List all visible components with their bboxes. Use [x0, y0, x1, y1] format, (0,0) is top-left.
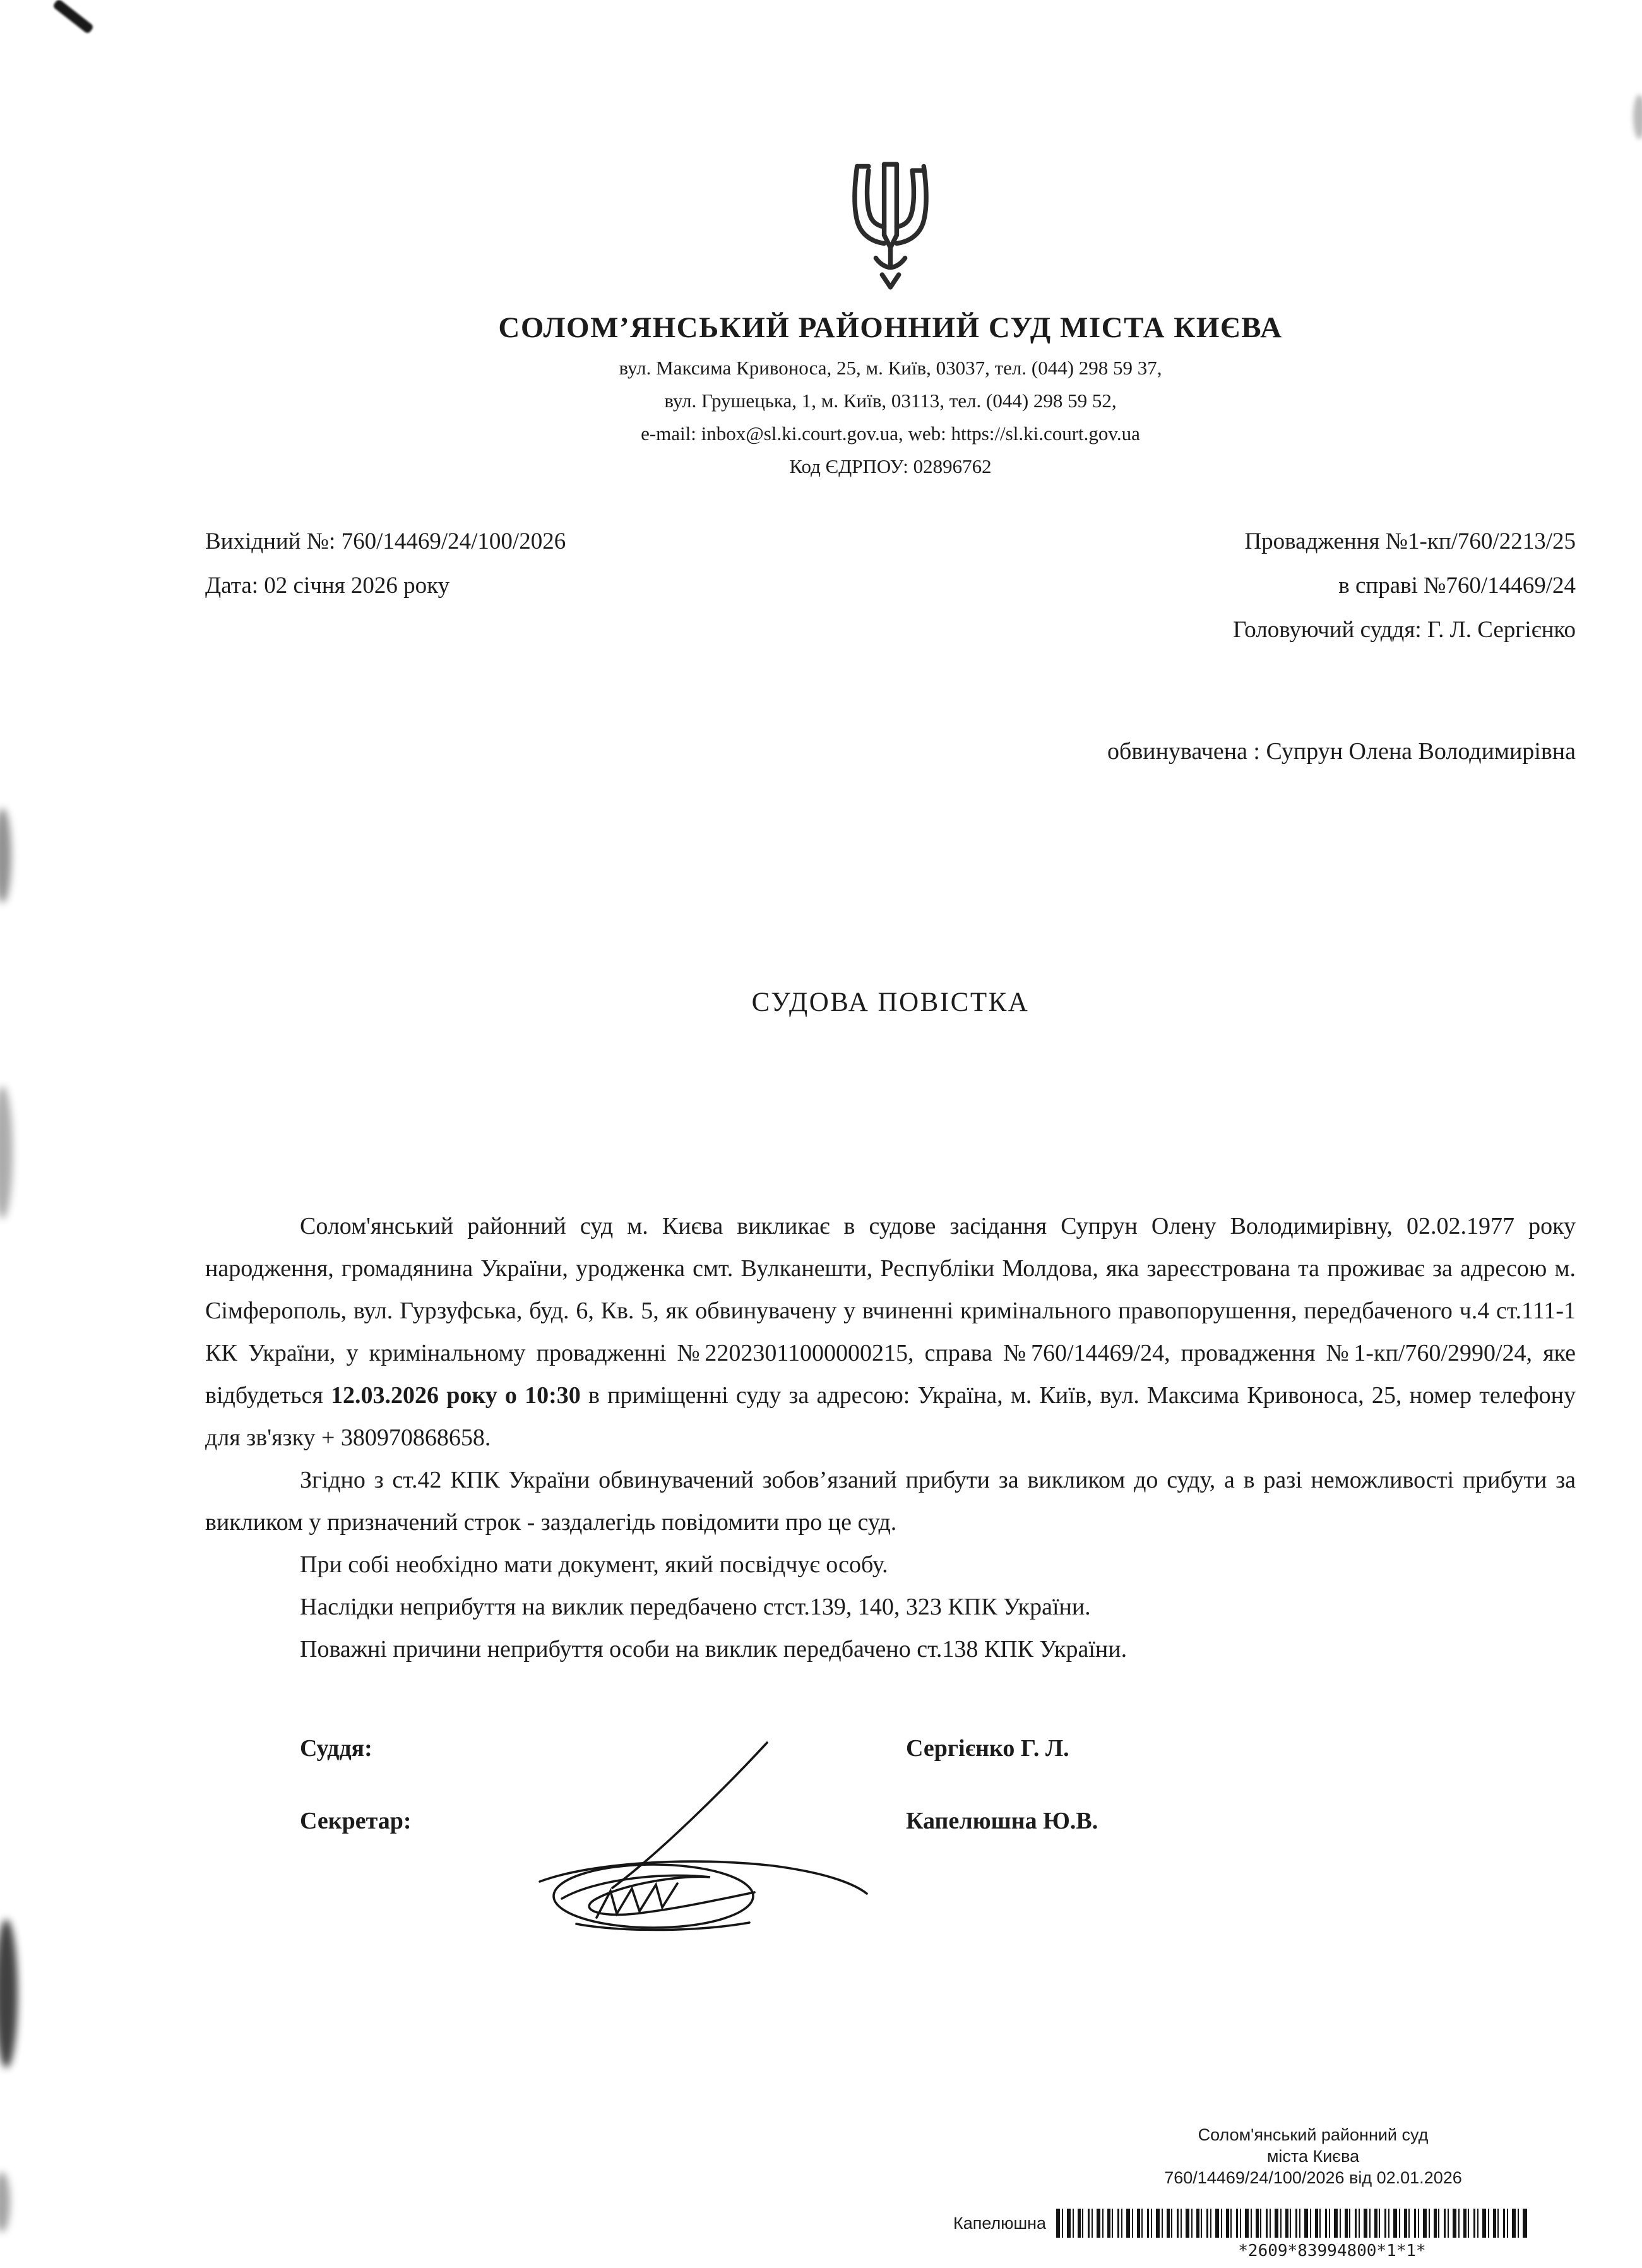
- document-content: [205, 0, 1576, 1873]
- address-line-3: e-mail: inbox@sl.ki.court.gov.ua, web: https://sl.ki.court.gov.ua: [641, 422, 1140, 445]
- judge-label: Суддя:: [300, 1735, 372, 1762]
- scan-artifact-smudge: [0, 1086, 13, 1219]
- proceeding-number: Провадження №1-кп/760/2213/25: [1244, 528, 1576, 554]
- barcode-text: *2609*83994800*1*1*: [1238, 2241, 1426, 2260]
- body-text: [205, 1205, 1576, 1671]
- paragraph-valid-reasons: Поважні причини неприбуття особи на виклик передбачено ст.138 КПК України.: [300, 1636, 1127, 1662]
- document-title: СУДОВА ПОВІСТКА: [751, 988, 1030, 1017]
- address-line-1: вул. Максима Кривоноса, 25, м. Київ, 03037, тел. (044) 298 59 37,: [619, 357, 1162, 379]
- secretary-label: Секретар:: [300, 1808, 412, 1834]
- presiding-judge: Головуючий суддя: Г. Л. Сергієнко: [1233, 617, 1576, 643]
- paragraph-obligation: Згідно з ст.42 КПК України обвинувачений зобов’язаний прибути за викликом до суду, а в разі неможливості прибути за викликом у призначений строк - заздалегідь повідомити про це суд.: [205, 1467, 1576, 1536]
- meta-right-block: [1233, 520, 1576, 652]
- accused-line: обвинувачена : Супрун Олена Володимирівна: [1107, 738, 1576, 765]
- scan-artifact-smudge: [0, 2172, 10, 2232]
- scan-artifact-corner: [52, 0, 95, 34]
- secretary-name: Капелюшна Ю.В.: [906, 1808, 1098, 1834]
- summons-text-post: в приміщенні суду за адресою: Україна, м. Київ, вул. Максима Кривоноса, 25, номер телефону для зв'язку + 380970868658.: [205, 1382, 1576, 1451]
- address-line-2: вул. Грушецька, 1, м. Київ, 03113, тел. (044) 298 59 52,: [664, 390, 1117, 412]
- scan-artifact-smudge: [0, 808, 11, 903]
- document-date: Дата: 02 січня 2026 року: [205, 573, 450, 599]
- footer-court-line2: міста Києва: [1266, 2147, 1360, 2166]
- outgoing-number: Вихідний №: 760/14469/24/100/2026: [205, 528, 566, 554]
- handwritten-signature-icon: [502, 1733, 874, 1948]
- footer-court-block: [1155, 2124, 1471, 2188]
- court-address-block: [205, 352, 1576, 483]
- footer-doc-number: 760/14469/24/100/2026 від 02.01.2026: [1164, 2168, 1462, 2187]
- hearing-datetime: 12.03.2026 року о 10:30: [331, 1382, 581, 1409]
- footer-secretary-name: Капелюшна: [953, 2213, 1047, 2233]
- barcode-icon: [1056, 2209, 1527, 2238]
- judge-name: Сергієнко Г. Л.: [906, 1735, 1069, 1762]
- meta-row: [205, 520, 1576, 652]
- footer-barcode-row: [953, 2209, 1527, 2238]
- footer-court-line1: Солом'янський районний суд: [1198, 2125, 1429, 2144]
- scan-artifact-right-edge: [1633, 95, 1642, 139]
- paragraph-summons: [205, 1205, 1576, 1459]
- signature-block: [205, 1728, 1576, 1842]
- case-number: в справі №760/14469/24: [1338, 573, 1576, 599]
- meta-left-block: [205, 520, 566, 652]
- summons-text-pre: Солом'янський районний суд м. Києва викликає в судове засідання Супрун Олену Володимирівну, 02.02.1977 року народження, громадянина України, уродженка смт. Вулканешти, Республіки Молдова, яка зареєстрована та проживає за адресою м. Сімферополь, вул. Гурзуфська, буд. 6, Кв. 5, як обвинувачену у вчиненні кримінального правопорушення, передбаченого ч.4 ст.111-1 КК України, у кримінальному провадженні №22023011000000215, справа №760/14469/24, провадження №1-кп/760/2990/24, яке відбудеться: [205, 1213, 1576, 1409]
- ukraine-trident-icon: [838, 155, 943, 297]
- emblem-container: [205, 155, 1576, 300]
- paragraph-consequences: Наслідки неприбуття на виклик передбачено стст.139, 140, 323 КПК України.: [300, 1594, 1091, 1620]
- secretary-signature-row: [205, 1800, 1576, 1842]
- judge-signature-row: [205, 1728, 1576, 1770]
- paragraph-id-document: При собі необхідно мати документ, який посвідчує особу.: [300, 1551, 888, 1578]
- court-name-heading: СОЛОМ’ЯНСЬКИЙ РАЙОННИЙ СУД МІСТА КИЄВА: [498, 311, 1283, 344]
- edrpou-line: Код ЄДРПОУ: 02896762: [789, 455, 992, 477]
- scan-artifact-smudge: [0, 1919, 18, 2068]
